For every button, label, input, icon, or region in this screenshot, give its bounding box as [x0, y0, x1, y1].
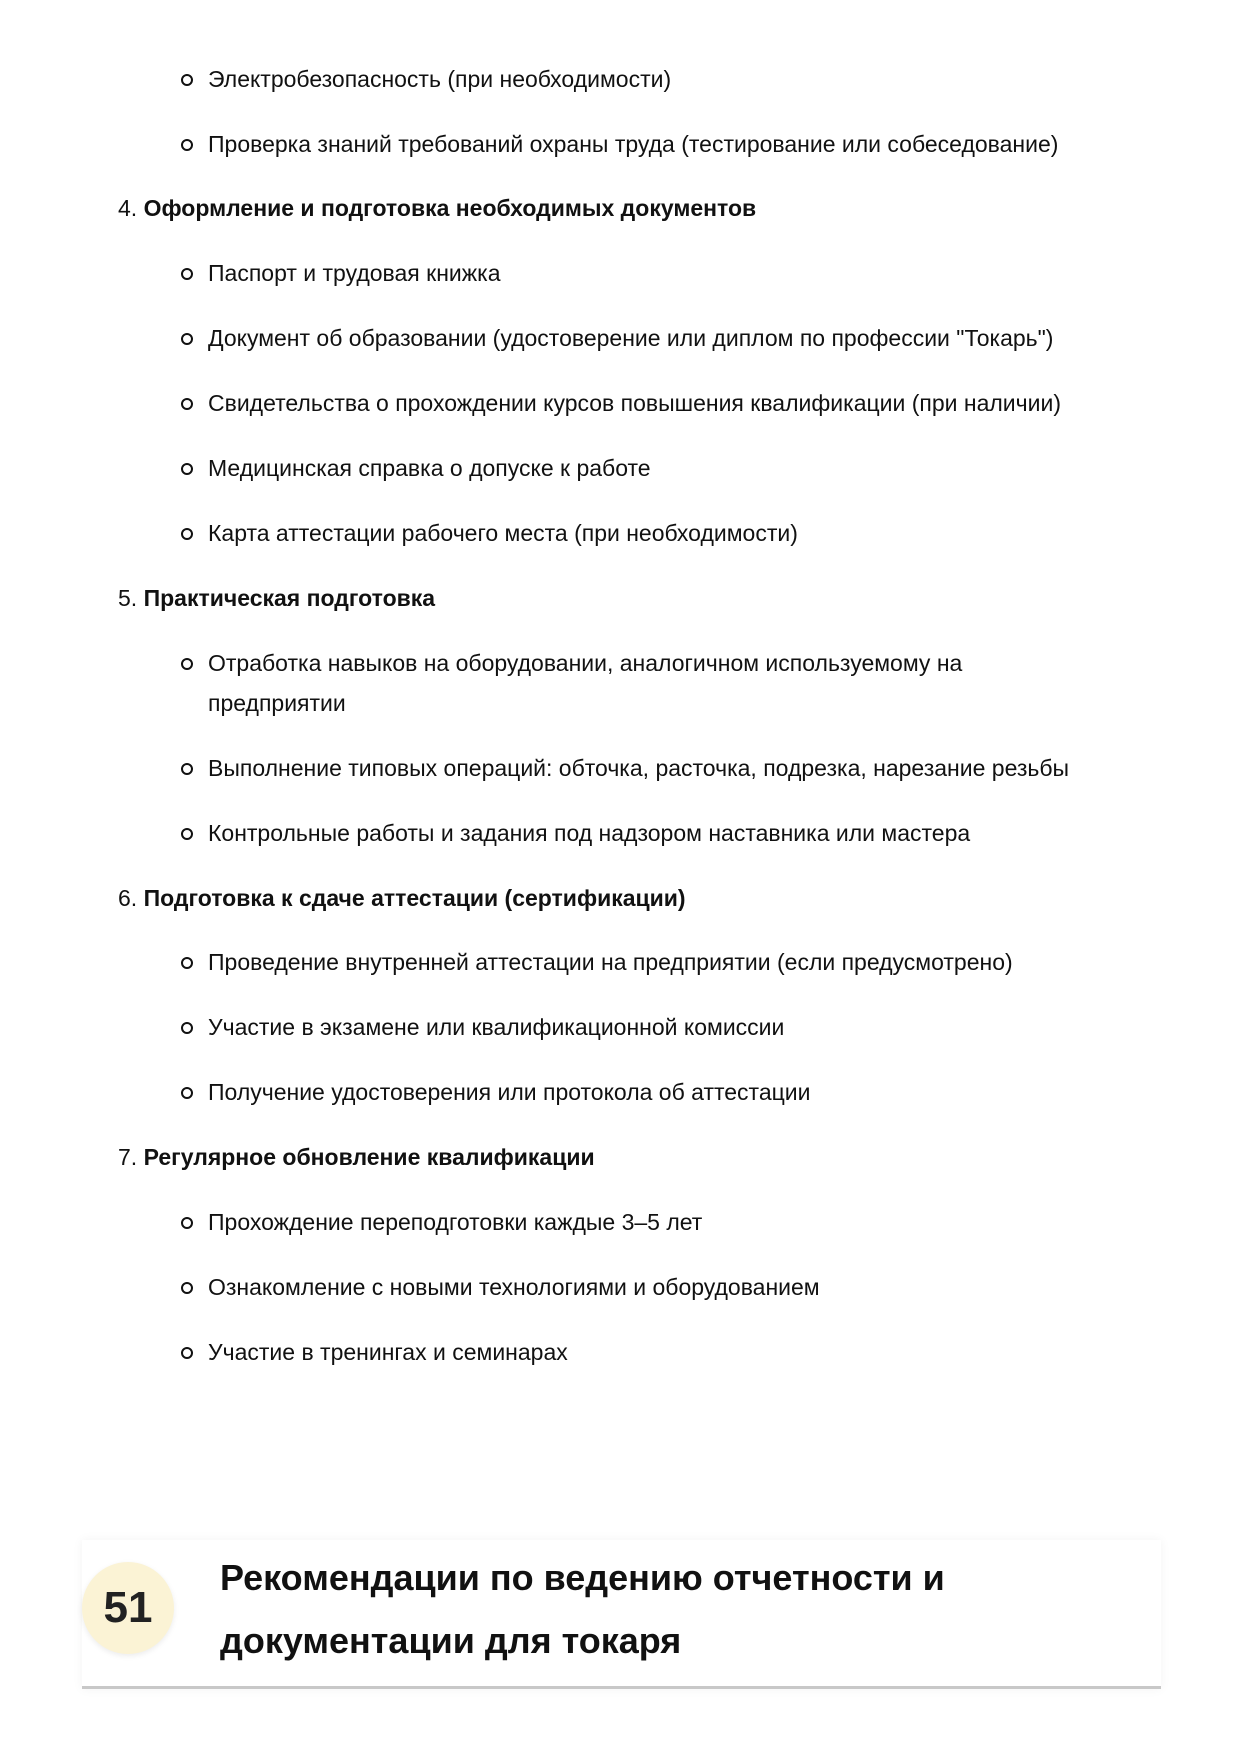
heading-number: 5. — [118, 585, 138, 611]
list-item: Выполнение типовых операций: обточка, расточка, подрезка, нарезание резьбы — [208, 748, 1069, 788]
numbered-heading-7 — [118, 1137, 595, 1177]
chapter-header — [82, 1540, 1161, 1689]
numbered-heading-4 — [118, 188, 756, 228]
list-item: Проверка знаний требований охраны труда (тестирование или собеседование) — [208, 124, 1058, 164]
chapter-title — [220, 1546, 945, 1672]
list-item: Свидетельства о прохождении курсов повышения квалификации (при наличии) — [208, 383, 1061, 423]
numbered-heading-6 — [118, 878, 686, 918]
heading-number: 7. — [118, 1144, 138, 1170]
list-item: Электробезопасность (при необходимости) — [208, 59, 671, 99]
heading-number: 6. — [118, 885, 138, 911]
chapter-title-line: документации для токаря — [220, 1620, 682, 1661]
chapter-title-line: Рекомендации по ведению отчетности и — [220, 1557, 945, 1598]
list-item: Паспорт и трудовая книжка — [208, 253, 501, 293]
list-item: Проведение внутренней аттестации на предприятии (если предусмотрено) — [208, 942, 1013, 982]
list-item: Участие в тренингах и семинарах — [208, 1332, 568, 1372]
list-item: Медицинская справка о допуске к работе — [208, 448, 651, 488]
list-item: Контрольные работы и задания под надзором наставника или мастера — [208, 813, 970, 853]
list-item: Получение удостоверения или протокола об аттестации — [208, 1072, 810, 1112]
list-item: Ознакомление с новыми технологиями и оборудованием — [208, 1267, 820, 1307]
chapter-number-badge: 51 — [82, 1562, 174, 1654]
heading-number: 4. — [118, 195, 138, 221]
numbered-heading-5 — [118, 578, 435, 618]
heading-title: Регулярное обновление квалификации — [143, 1144, 595, 1170]
heading-title: Подготовка к сдаче аттестации (сертификации) — [143, 885, 686, 911]
list-item: Прохождение переподготовки каждые 3–5 лет — [208, 1202, 702, 1242]
heading-title: Оформление и подготовка необходимых документов — [143, 195, 757, 221]
list-item: Документ об образовании (удостоверение или диплом по профессии "Токарь") — [208, 318, 1053, 358]
heading-title: Практическая подготовка — [143, 585, 436, 611]
list-item: Отработка навыков на оборудовании, аналогичном используемому на — [208, 643, 962, 683]
list-item: Участие в экзамене или квалификационной комиссии — [208, 1007, 784, 1047]
list-item: Карта аттестации рабочего места (при необходимости) — [208, 513, 798, 553]
list-item-continuation: предприятии — [208, 690, 346, 716]
